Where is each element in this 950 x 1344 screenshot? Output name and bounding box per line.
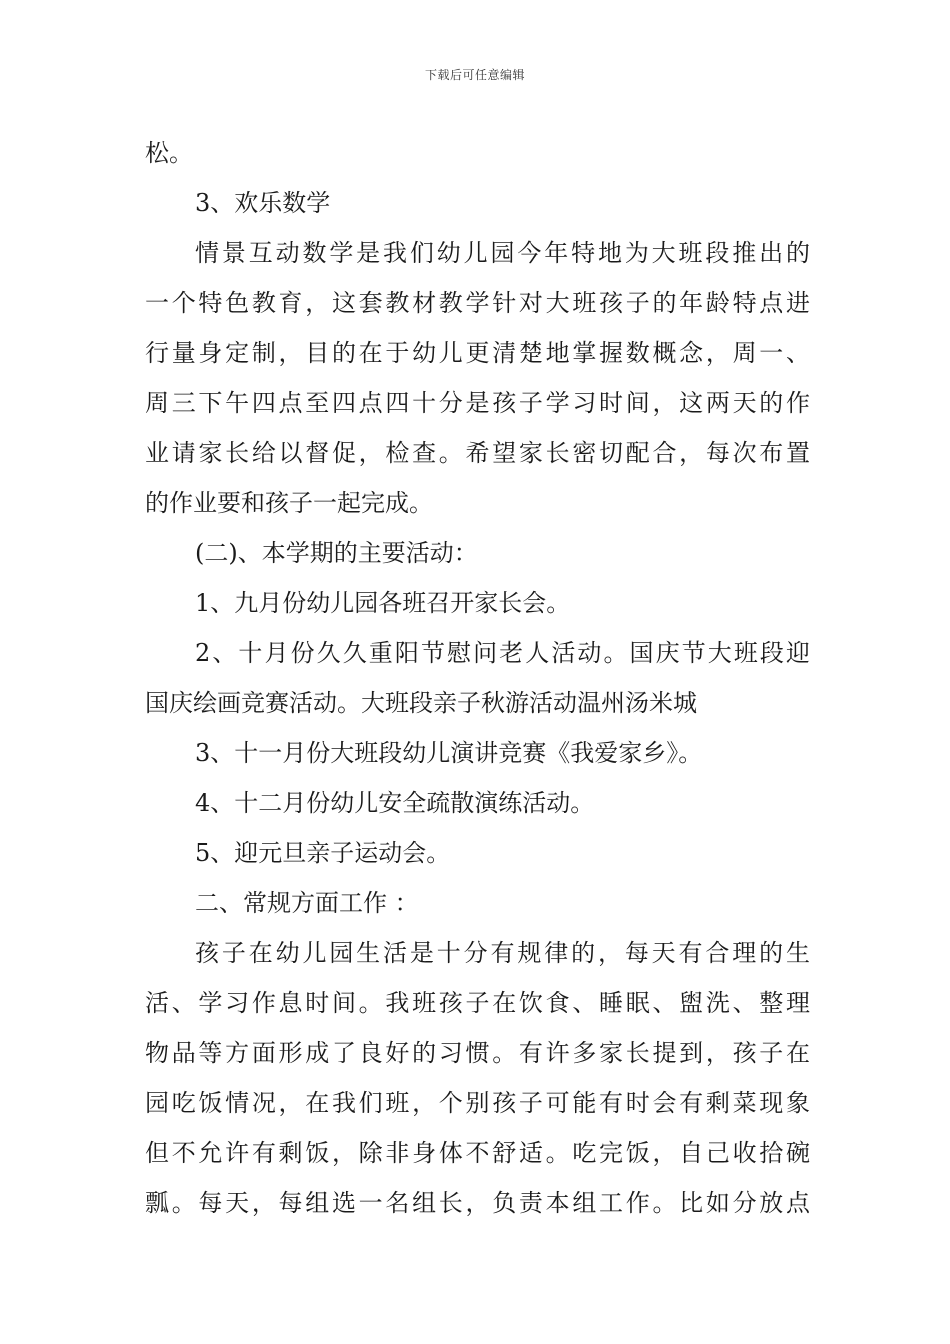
text-line: 孩子在幼儿园生活是十分有规律的，每天有合理的生 (195, 939, 810, 967)
text-line: 瓢。每天，每组选一名组长，负责本组工作。比如分放点 (145, 1189, 810, 1217)
text-line: 周三下午四点至四点四十分是孩子学习时间，这两天的作 (145, 389, 810, 417)
text-line: 情景互动数学是我们幼儿园今年特地为大班段推出的 (195, 239, 810, 267)
text-line: 2、十月份久久重阳节慰问老人活动。国庆节大班段迎 (195, 639, 810, 667)
text-line: 3、欢乐数学 (195, 189, 331, 217)
text-line: 但不允许有剩饭，除非身体不舒适。吃完饭，自己收拾碗 (145, 1139, 810, 1167)
text-line: 活、学习作息时间。我班孩子在饮食、睡眠、盥洗、整理 (145, 989, 810, 1017)
text-line: 的作业要和孩子一起完成。 (145, 489, 433, 517)
text-line: 5、迎元旦亲子运动会。 (195, 839, 451, 867)
document-body (145, 128, 810, 1228)
text-line: 国庆绘画竞赛活动。大班段亲子秋游活动温州汤米城 (145, 689, 697, 717)
text-line: 3、十一月份大班段幼儿演讲竞赛《我爱家乡》。 (195, 739, 703, 767)
text-line: 业请家长给以督促，检查。希望家长密切配合，每次布置 (145, 439, 810, 467)
page-header: 下载后可任意编辑 (424, 68, 525, 82)
text-line: 松。 (145, 139, 193, 167)
text-line: 行量身定制，目的在于幼儿更清楚地掌握数概念，周一、 (145, 339, 810, 367)
text-line: 一个特色教育，这套教材教学针对大班孩子的年龄特点进 (145, 289, 810, 317)
text-line: 园吃饭情况，在我们班，个别孩子可能有时会有剩菜现象 (145, 1089, 810, 1117)
text-line: 1、九月份幼儿园各班召开家长会。 (195, 589, 571, 617)
text-line: (二)、本学期的主要活动： (195, 539, 478, 567)
text-line: 物品等方面形成了良好的习惯。有许多家长提到，孩子在 (145, 1039, 810, 1067)
text-line: 4、十二月份幼儿安全疏散演练活动。 (195, 789, 595, 817)
text-line: 二、常规方面工作 ： (195, 889, 419, 917)
